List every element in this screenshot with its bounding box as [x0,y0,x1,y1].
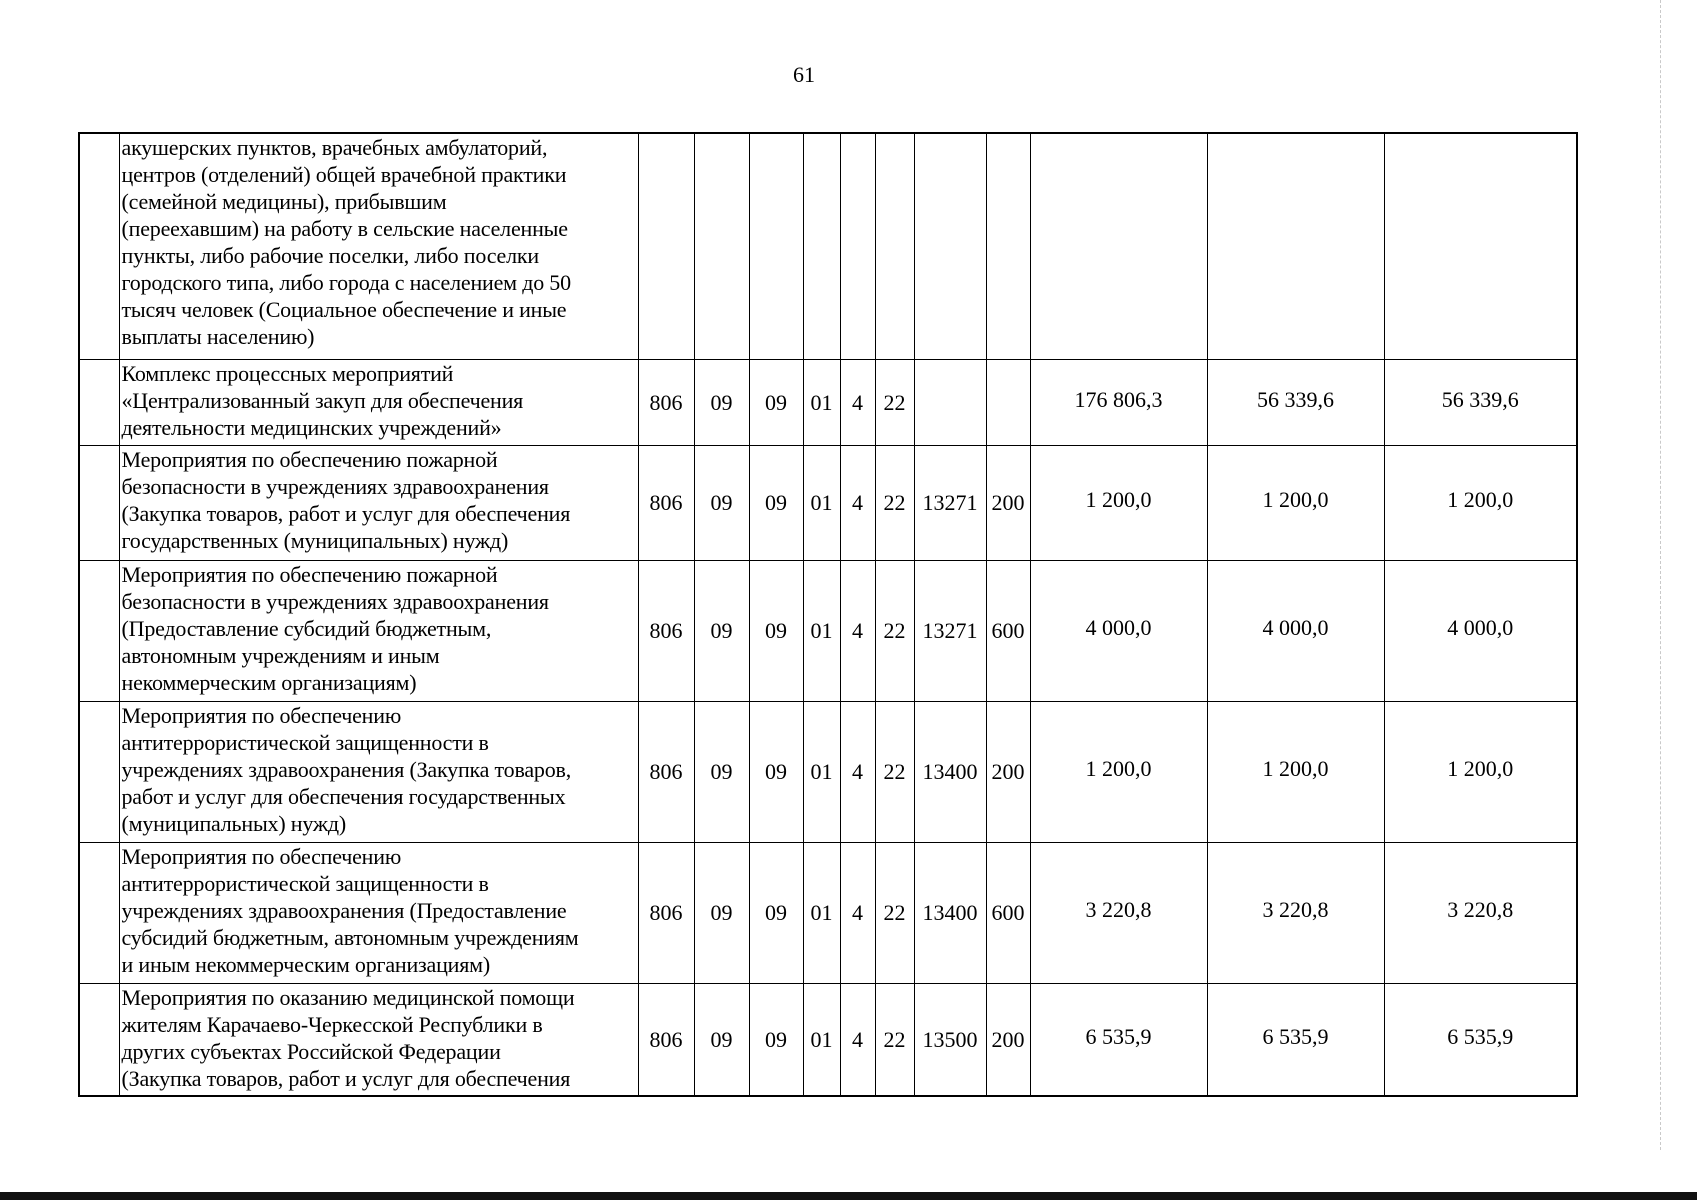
code-cell: 22 [875,560,914,701]
code-cell [986,359,1030,445]
code-cell: 09 [749,842,803,983]
code-cell: 09 [749,701,803,842]
code-cell: 13400 [914,842,986,983]
amount-cell: 6 535,9 [1384,983,1577,1096]
code-cell: 01 [803,359,840,445]
table-row [79,842,1577,983]
code-cell [803,133,840,359]
code-cell: 22 [875,842,914,983]
amount-cell: 6 535,9 [1030,983,1207,1096]
code-cell: 09 [694,359,749,445]
code-cell [986,133,1030,359]
amount-cell: 1 200,0 [1207,701,1384,842]
code-cell: 09 [749,359,803,445]
amount-cell: 1 200,0 [1030,445,1207,560]
code-cell: 22 [875,701,914,842]
code-cell: 13500 [914,983,986,1096]
description-cell: Комплекс процессных мероприятий «Централизованный закуп для обеспечения деятельности медицинских учреждений» [119,359,638,445]
amount-cell [1207,133,1384,359]
table-row [79,983,1577,1096]
amount-cell: 4 000,0 [1030,560,1207,701]
amount-cell: 1 200,0 [1384,445,1577,560]
code-cell: 13271 [914,445,986,560]
code-cell: 4 [840,359,875,445]
code-cell [914,133,986,359]
row-number-cell [79,842,119,983]
amount-cell [1030,133,1207,359]
code-cell: 01 [803,842,840,983]
amount-cell: 1 200,0 [1030,701,1207,842]
table-row [79,359,1577,445]
description-cell: Мероприятия по обеспечению пожарной безопасности в учреждениях здравоохранения (Предоставление субсидий бюджетным, автономным учреждениям и иным некоммерческим организациям) [119,560,638,701]
code-cell: 09 [694,560,749,701]
code-cell: 806 [638,983,694,1096]
code-cell: 01 [803,701,840,842]
amount-cell: 176 806,3 [1030,359,1207,445]
code-cell: 01 [803,445,840,560]
amount-cell: 3 220,8 [1030,842,1207,983]
code-cell [875,133,914,359]
code-cell: 200 [986,701,1030,842]
code-cell: 806 [638,701,694,842]
table-body [79,133,1577,1096]
row-number-cell [79,133,119,359]
code-cell: 09 [749,445,803,560]
amount-cell: 4 000,0 [1207,560,1384,701]
code-cell: 4 [840,983,875,1096]
amount-cell: 4 000,0 [1384,560,1577,701]
code-cell: 4 [840,445,875,560]
table-row [79,133,1577,359]
code-cell: 600 [986,560,1030,701]
code-cell: 4 [840,842,875,983]
code-cell: 09 [694,983,749,1096]
code-cell: 01 [803,983,840,1096]
code-cell: 200 [986,445,1030,560]
code-cell: 22 [875,445,914,560]
row-number-cell [79,359,119,445]
table-row [79,560,1577,701]
scan-bottom-border [0,1192,1697,1200]
code-cell: 09 [694,445,749,560]
code-cell [694,133,749,359]
code-cell [840,133,875,359]
code-cell: 13400 [914,701,986,842]
scan-edge-line [1660,0,1661,1150]
budget-table [78,132,1578,1097]
amount-cell: 3 220,8 [1384,842,1577,983]
amount-cell: 1 200,0 [1207,445,1384,560]
amount-cell: 56 339,6 [1384,359,1577,445]
row-number-cell [79,560,119,701]
code-cell: 806 [638,359,694,445]
code-cell: 4 [840,560,875,701]
code-cell: 09 [749,560,803,701]
row-number-cell [79,701,119,842]
description-cell: акушерских пунктов, врачебных амбулаторий, центров (отделений) общей врачебной практики (семейной медицины), прибывшим (переехавшим) на работу в сельские населенные пункты, либо рабочие поселки, либо поселки городского типа, либо города с населением до 50 тысяч человек (Социальное обеспечение и иные выплаты населению) [119,133,638,359]
code-cell: 4 [840,701,875,842]
amount-cell: 3 220,8 [1207,842,1384,983]
description-cell: Мероприятия по оказанию медицинской помощи жителям Карачаево-Черкесской Республики в других субъектах Российской Федерации (Закупка товаров, работ и услуг для обеспечения [119,983,638,1096]
row-number-cell [79,983,119,1096]
code-cell: 22 [875,359,914,445]
code-cell [749,133,803,359]
code-cell: 09 [694,842,749,983]
code-cell: 806 [638,445,694,560]
code-cell: 09 [694,701,749,842]
code-cell: 09 [749,983,803,1096]
code-cell: 600 [986,842,1030,983]
code-cell [914,359,986,445]
amount-cell [1384,133,1577,359]
amount-cell: 6 535,9 [1207,983,1384,1096]
code-cell: 200 [986,983,1030,1096]
description-cell: Мероприятия по обеспечению антитеррористической защищенности в учреждениях здравоохранения (Закупка товаров, работ и услуг для обеспечения государственных (муниципальных) нужд) [119,701,638,842]
table-row [79,701,1577,842]
table-row [79,445,1577,560]
code-cell: 806 [638,842,694,983]
description-cell: Мероприятия по обеспечению антитеррористической защищенности в учреждениях здравоохранения (Предоставление субсидий бюджетным, автономным учреждениям и иным некоммерческим организациям) [119,842,638,983]
code-cell: 806 [638,560,694,701]
description-cell: Мероприятия по обеспечению пожарной безопасности в учреждениях здравоохранения (Закупка товаров, работ и услуг для обеспечения государственных (муниципальных) нужд) [119,445,638,560]
code-cell: 22 [875,983,914,1096]
amount-cell: 56 339,6 [1207,359,1384,445]
row-number-cell [79,445,119,560]
page-number: 61 [793,62,815,87]
code-cell [638,133,694,359]
amount-cell: 1 200,0 [1384,701,1577,842]
code-cell: 13271 [914,560,986,701]
code-cell: 01 [803,560,840,701]
